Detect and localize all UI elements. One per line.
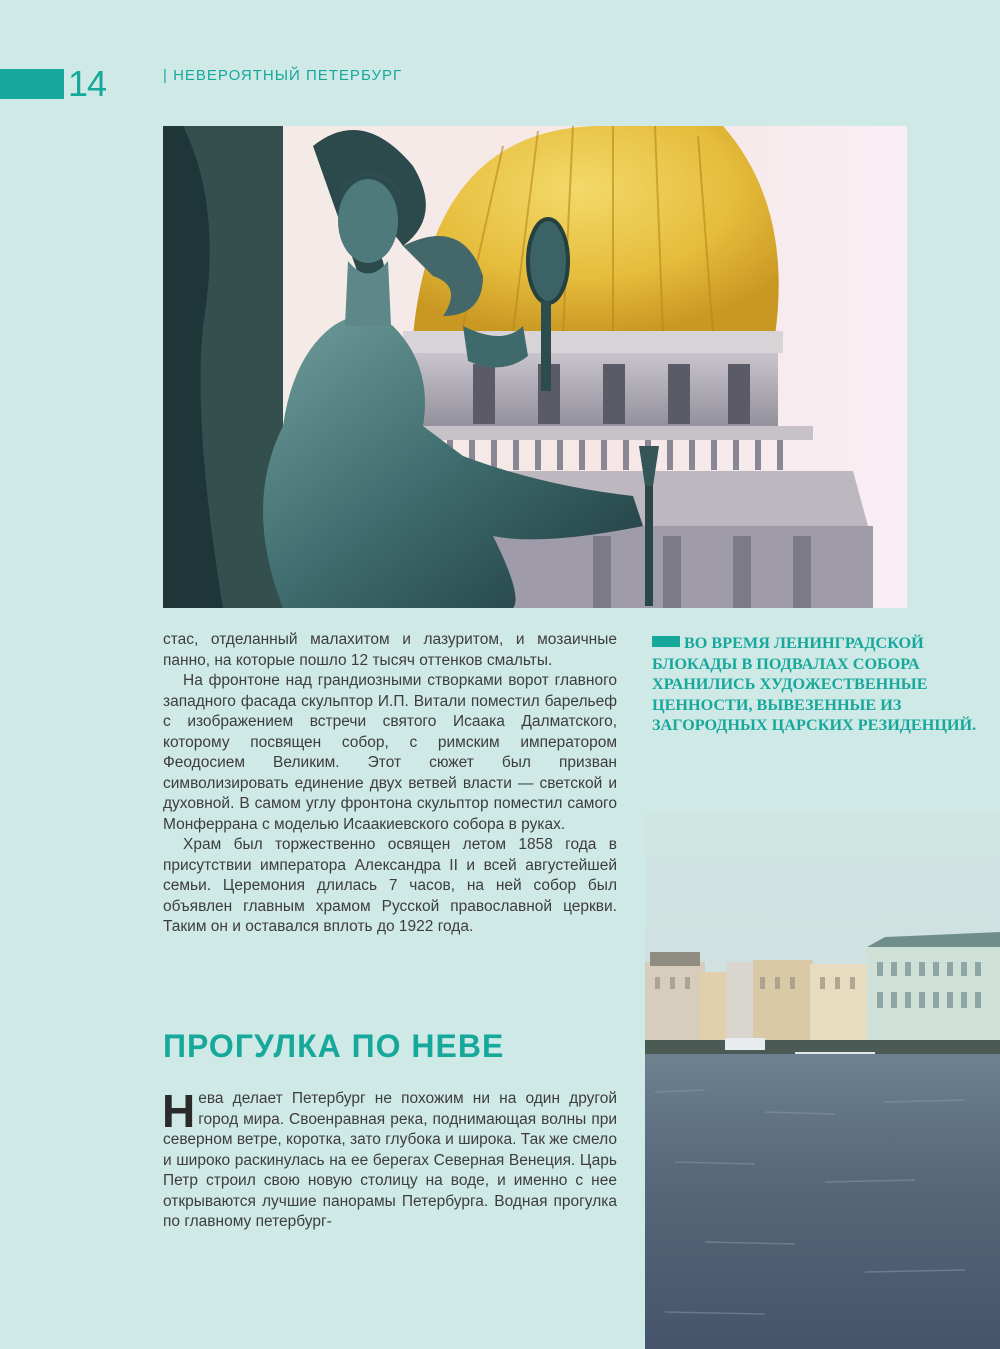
pull-quote-text: ВО ВРЕМЯ ЛЕНИНГРАДСКОЙ БЛОКАДЫ В ПОДВАЛАХ СОБОРА ХРАНИЛИСЬ ХУДОЖЕСТВЕННЫЕ ЦЕННОСТИ, ВЫВЕЗЕННЫЕ ИЗ ЗАГОРОДНЫХ ЦАРСКИХ РЕЗИДЕНЦИЙ.: [652, 634, 977, 734]
photo-neva-embankment: [645, 812, 1000, 1349]
paragraph-with-dropcap: [162, 1085, 617, 1233]
pull-quote: [652, 633, 982, 736]
quote-marker: [652, 636, 680, 647]
dropcap: Н: [162, 1085, 196, 1137]
section-title: ПРОГУЛКА ПО НЕВЕ: [163, 1028, 505, 1064]
paragraph-text: ева делает Петербург не похожим ни на один другой город мира. Своенравная река, поднимающая волны при северном ветре, коротка, зато глубока и широка. Так же смело и широко раскинулась на ее берегах Северная Венеция. Царь Петр строил свою новую столицу на воде, и именно с нее открываются лучшие панорамы Петербурга. Водная прогулка по главному петербург-: [163, 1090, 617, 1230]
paragraph: стас, отделанный малахитом и лазуритом, и мозаичные панно, на которые пошло 12 тысяч оттенков смальты.: [163, 631, 617, 669]
page-number-bar: [0, 69, 64, 99]
running-head: | НЕВЕРОЯТНЫЙ ПЕТЕРБУРГ: [163, 67, 403, 84]
article-column-bottom: [162, 1085, 617, 1233]
article-column-top: [163, 630, 617, 938]
paragraph: На фронтоне над грандиозными створками ворот главного западного фасада скульптор И.П. Витали поместил барельеф с изображением встречи святого Исаака Далматского, которому посвящен собор, с римским императором Феодосием Великим. Этот сюжет был призван символизировать единение двух ветвей власти — светской и духовной. В самом углу фронтона скульптор поместил самого Монферрана с моделью Исаакиевского собора в руках.: [163, 672, 617, 833]
paragraph: Храм был торжественно освящен летом 1858 года в присутствии императора Александра II и всей августейшей семьи. Церемония длилась 7 часов, на ней собор был объявлен главным храмом Русской православной церкви. Таким он и оставался вплоть до 1922 года.: [163, 836, 617, 935]
photo-statue-and-dome: [163, 126, 907, 608]
page-number: 14: [68, 63, 107, 104]
